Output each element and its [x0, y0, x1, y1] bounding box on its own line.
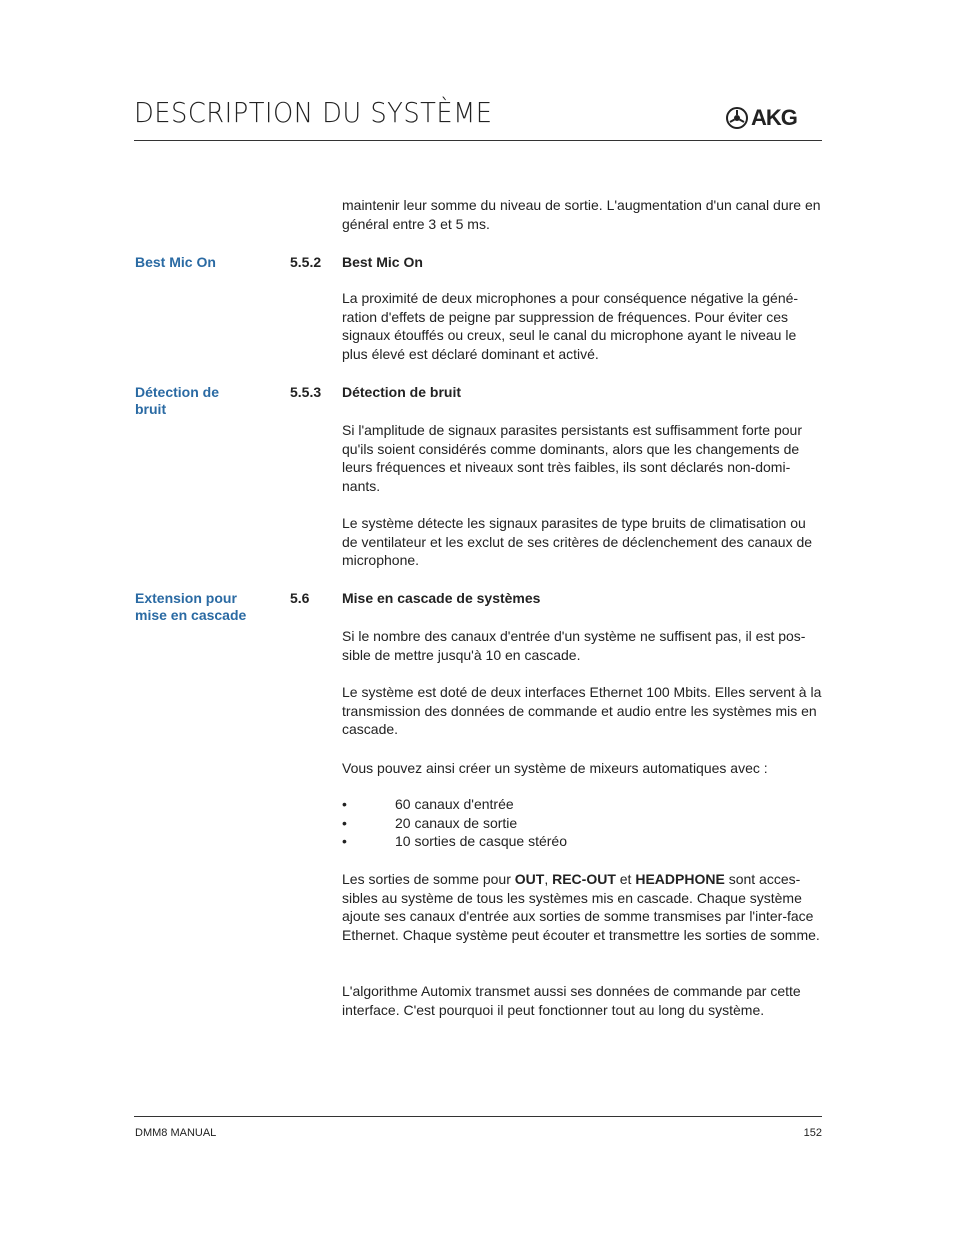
list-item-text: 20 canaux de sortie: [395, 815, 518, 831]
side-label-best-mic-on: Best Mic On: [135, 254, 216, 270]
paragraph: Si le nombre des canaux d'entrée d'un système ne suffisent pas, il est pos-sible de mettre jusqu'à 10 en cascade.: [342, 628, 806, 663]
bullet-icon: •: [342, 833, 347, 849]
section-heading: Mise en cascade de systèmes: [342, 590, 541, 606]
section-number: 5.5.3: [290, 384, 322, 400]
paragraph: Vous pouvez ainsi créer un système de mixeurs automatiques avec :: [342, 760, 768, 776]
intro-paragraph: maintenir leur somme du niveau de sortie. L'augmentation d'un canal dure en général entre 3 et 5 ms.: [342, 197, 821, 232]
section-number: 5.5.2: [290, 254, 322, 270]
paragraph: Le système détecte les signaux parasites de type bruits de climatisation ou de ventilateur et les exclut de ses critères de déclenchement des canaux de microphone.: [342, 515, 813, 569]
footer-divider: [134, 1116, 822, 1117]
paragraph: L'algorithme Automix transmet aussi ses données de commande par cette interface. C'est pourquoi il peut fonctionner tout au long du système.: [342, 983, 801, 1018]
paragraph: Si l'amplitude de signaux parasites persistants est suffisamment forte pour qu'ils soient considérés comme dominants, alors que les changements de leurs fréquences et niveaux sont très faibles, ils sont déclarés non-domi-nants.: [342, 422, 802, 495]
header-divider: [134, 140, 822, 141]
paragraph: La proximité de deux microphones a pour conséquence négative la géné-ration d'effets de peigne par suppression de fréquences. Pour éviter ces signaux étouffés ou creux, seul le canal du microphone ayant le niveau le plus élevé est déclaré dominant et activé.: [342, 290, 799, 363]
section-number: 5.6: [290, 590, 310, 606]
list-item-text: 10 sorties de casque stéréo: [395, 833, 567, 849]
bullet-icon: •: [342, 815, 347, 831]
paragraph: Le système est doté de deux interfaces Ethernet 100 Mbits. Elles servent à la transmission des données de commande et audio entre les systèmes mis en cascade.: [342, 684, 822, 738]
page-number: 152: [803, 1127, 822, 1139]
page-title: DESCRIPTION DU SYSTÈME: [134, 96, 493, 129]
list-item-text: 60 canaux d'entrée: [395, 796, 514, 812]
manual-name: DMM8 MANUAL: [135, 1127, 217, 1139]
side-label-extension-cascade: Extension pour mise en cascade: [135, 590, 247, 623]
section-heading: Best Mic On: [342, 254, 423, 270]
akg-emblem-icon: [726, 107, 748, 129]
logo-text: AKG: [751, 105, 797, 130]
sums-paragraph: Les sorties de somme pour OUT, REC-OUT et HEADPHONE sont acces-sibles au système de tous les systèmes mis en cascade. Chaque système ajoute ses canaux d'entrée aux sorties de somme transmises par l'inter-face Ethernet. Chaque système peut écouter et transmettre les sorties de somme.: [342, 871, 820, 944]
bullet-icon: •: [342, 796, 347, 812]
section-heading: Détection de bruit: [342, 384, 462, 400]
brand-logo: [726, 106, 797, 130]
side-label-detection-bruit: Détection de bruit: [135, 384, 220, 417]
